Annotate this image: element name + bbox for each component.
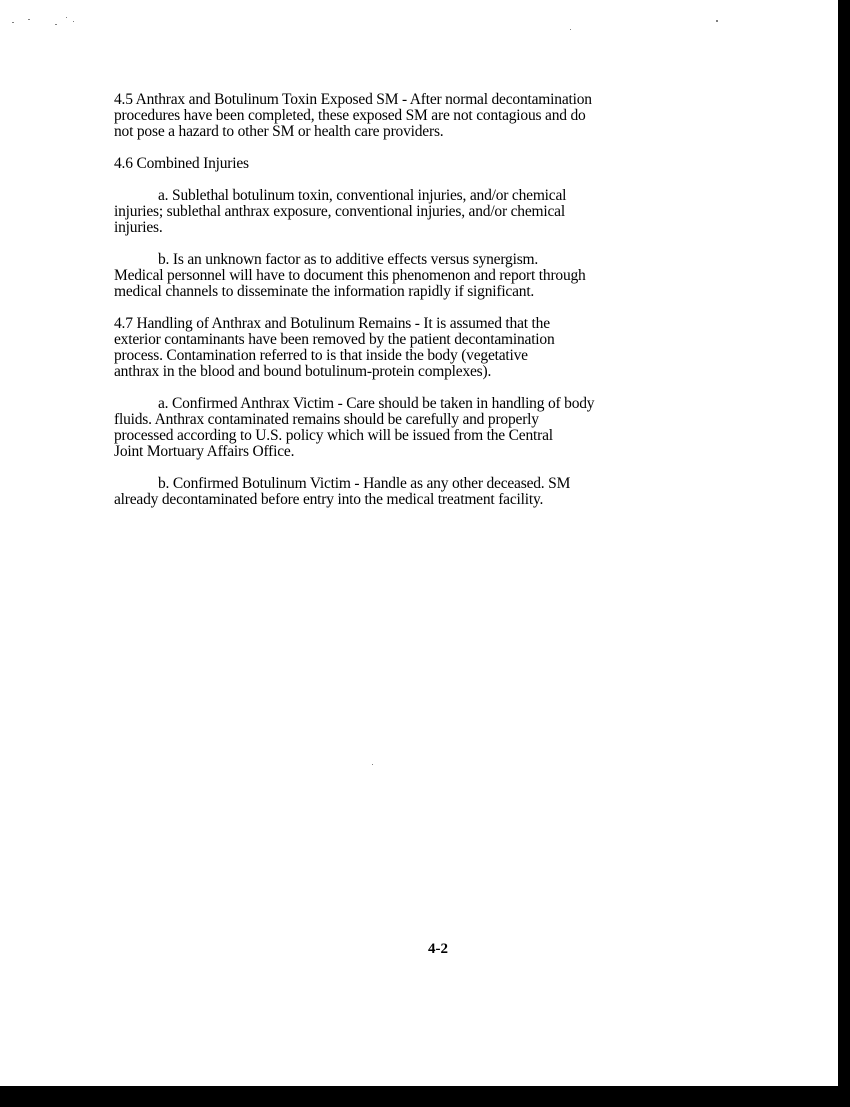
section-4-7-paragraph: 4.7 Handling of Anthrax and Botulinum Remains - It is assumed that the exterior contaminants have been removed by the patient decontamination process. Contamination referred to is that inside the body (vegetative anthrax in the blood and bound botulinum-protein complexes). [114,315,555,380]
document-body [114,92,764,524]
scan-speck [12,22,14,23]
scan-speck [372,764,373,765]
section-4-6a-paragraph: a. Sublethal botulinum toxin, conventional injuries, and/or chemical injuries; sublethal anthrax exposure, conventional injuries, and/or chemical injuries. [114,187,567,236]
section-4-6-heading: 4.6 Combined Injuries [114,155,249,172]
scan-speck [66,17,67,18]
scan-speck [716,20,718,22]
scan-speck [73,21,74,22]
page-number: 4-2 [428,941,448,957]
section-4-7a-paragraph: a. Confirmed Anthrax Victim - Care should be taken in handling of body fluids. Anthrax contaminated remains should be carefully and properly processed according to U.S. policy which will be issued from the Central Joint Mortuary Affairs Office. [114,395,595,460]
scan-border-right [838,0,850,1107]
scan-speck [28,19,30,20]
section-4-6b-paragraph: b. Is an unknown factor as to additive effects versus synergism. Medical personnel will have to document this phenomenon and report through medical channels to disseminate the information rapidly if significant. [114,251,586,300]
section-4-5-paragraph: 4.5 Anthrax and Botulinum Toxin Exposed SM - After normal decontamination procedures have been completed, these exposed SM are not contagious and do not pose a hazard to other SM or health care providers. [114,91,592,140]
scan-speck [570,29,571,30]
scan-speck [55,24,57,25]
scan-border-bottom [0,1086,850,1107]
section-4-7b-paragraph: b. Confirmed Botulinum Victim - Handle as any other deceased. SM already decontaminated before entry into the medical treatment facility. [114,475,571,508]
